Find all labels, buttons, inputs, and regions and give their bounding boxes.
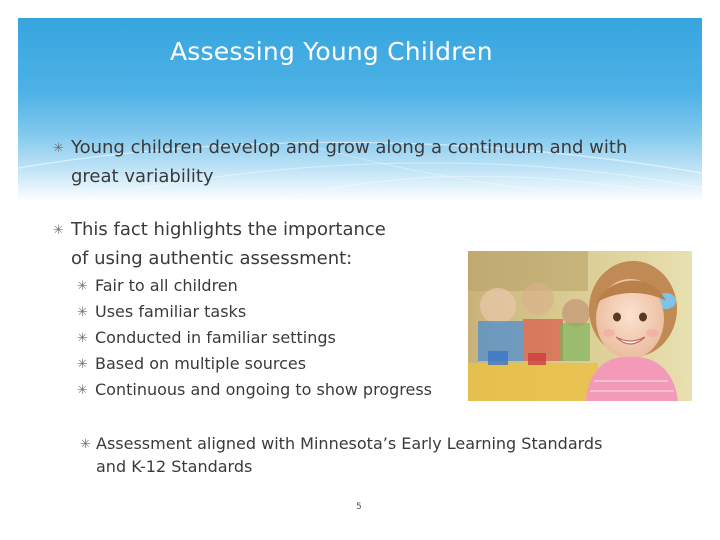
bullet-icon: ✳ xyxy=(53,141,64,156)
sub-bullet-icon: ✳ xyxy=(80,437,91,452)
sub-bullet-icon: ✳ xyxy=(77,383,88,398)
sub-bullet-text: Continuous and ongoing to show progress xyxy=(95,380,432,399)
bullet-line: and K-12 Standards xyxy=(96,457,253,476)
bullet-line: This fact highlights the importance xyxy=(71,219,386,240)
sub-bullet-icon: ✳ xyxy=(77,305,88,320)
sub-bullet-text: Uses familiar tasks xyxy=(95,302,247,321)
smiling-girl-classroom-photo xyxy=(468,251,692,401)
page-number: 5 xyxy=(356,502,362,512)
sub-bullet-text: Fair to all children xyxy=(95,276,238,295)
bullet-icon: ✳ xyxy=(53,223,64,238)
sub-bullet-text xyxy=(96,432,602,478)
bullet-line: great variability xyxy=(71,166,214,187)
sub-bullet-text: Conducted in familiar settings xyxy=(95,328,336,347)
bullet-line: of using authentic assessment: xyxy=(71,248,353,269)
sub-bullet-icon: ✳ xyxy=(77,331,88,346)
bullet-text xyxy=(71,215,386,273)
sub-bullet-text: Based on multiple sources xyxy=(95,354,307,373)
sub-bullet-icon: ✳ xyxy=(77,279,88,294)
bullet-text xyxy=(71,133,627,191)
sub-bullet-icon: ✳ xyxy=(77,357,88,372)
slide-title: Assessing Young Children xyxy=(170,37,493,66)
bullet-line: Assessment aligned with Minnesota’s Early Learning Standards xyxy=(96,434,603,453)
bullet-line: Young children develop and grow along a continuum and with xyxy=(71,137,628,158)
